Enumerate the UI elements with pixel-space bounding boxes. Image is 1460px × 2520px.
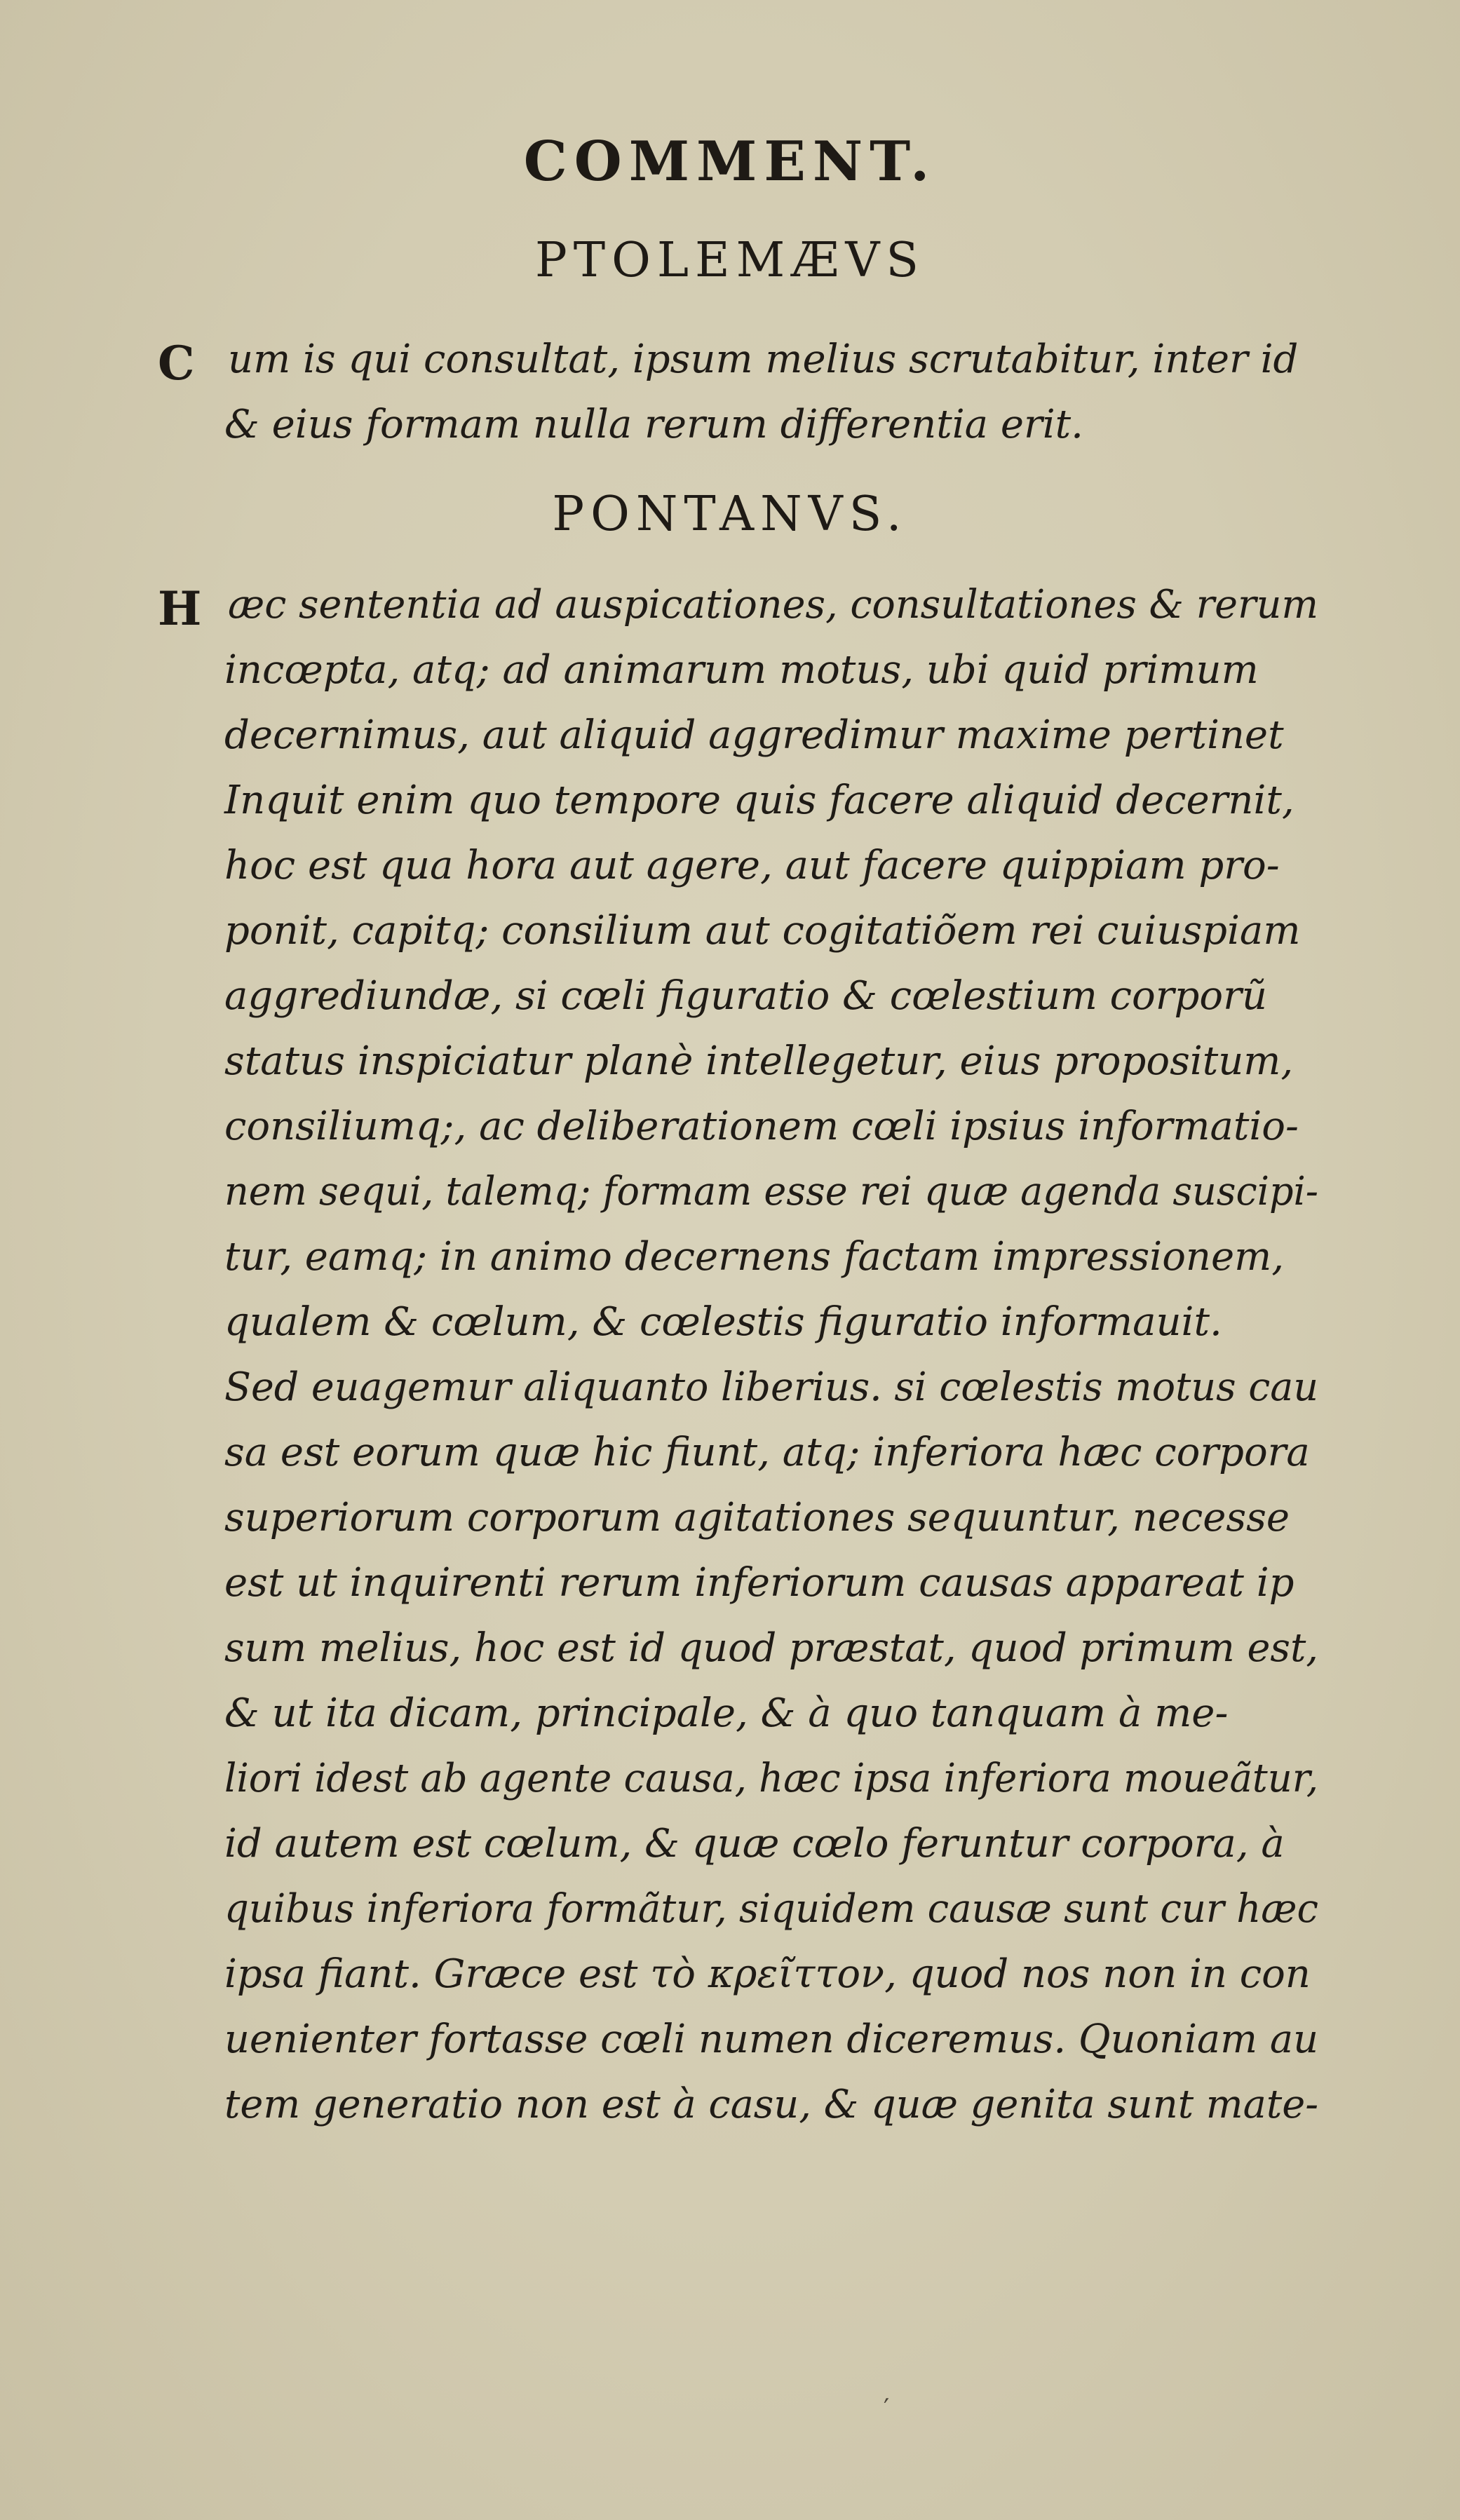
text-line: sum melius, hoc est id quod præstat, quod primum est, — [224, 1625, 1318, 1671]
text-line: ponit, capitq; consilium aut cogitatiõem rei cuiuspiam — [224, 908, 1301, 954]
text-line: est ut inquirenti rerum inferiorum causas appareat ip — [224, 1560, 1295, 1606]
text-line: consiliumq;, ac deliberationem cœli ipsius informatio- — [224, 1104, 1299, 1149]
text-line: aggrediundæ, si cœli figuratio & cœlestium corporũ — [224, 973, 1267, 1019]
printer-mark: ′ — [884, 2394, 890, 2423]
text-line: sa est eorum quæ hic fiunt, atq; inferiora hæc corpora — [224, 1430, 1310, 1475]
text-line: um is qui consultat, ipsum melius scrutabitur, inter id — [228, 337, 1299, 382]
text-line: tur, eamq; in animo decernens factam impressionem, — [224, 1234, 1285, 1280]
text-line: status inspiciatur planè intellegetur, eius propositum, — [224, 1038, 1294, 1084]
initial-letter: C — [158, 336, 195, 391]
text-line: & ut ita dicam, principale, & à quo tanquam à me- — [224, 1691, 1229, 1736]
section-heading-pontanus: PONTANVS. — [552, 487, 908, 542]
text-line: æc sententia ad auspicationes, consultationes & rerum — [228, 582, 1319, 628]
text-line: qualem & cœlum, & cœlestis figuratio informauit. — [224, 1299, 1222, 1345]
text-line: Inquit enim quo tempore quis facere aliquid decernit, — [224, 778, 1295, 823]
text-line: superiorum corporum agitationes sequuntur, necesse — [224, 1495, 1290, 1540]
text-line: ipsa fiant. Græce est τὸ κρεῖττον, quod nos non in con — [224, 1951, 1311, 1997]
section-heading-ptolemaeus: PTOLEMÆVS — [534, 233, 926, 288]
running-head: COMMENT. — [523, 130, 937, 194]
text-line: nem sequi, talemq; formam esse rei quæ agenda suscipi- — [224, 1169, 1318, 1214]
text-line: Sed euagemur aliquanto liberius. si cœlestis motus cau — [224, 1364, 1319, 1410]
text-line: incœpta, atq; ad animarum motus, ubi quid primum — [224, 647, 1259, 693]
text-line: tem generatio non est à casu, & quæ genita sunt mate- — [224, 2082, 1319, 2127]
initial-letter: H — [158, 581, 202, 636]
text-line: quibus inferiora formãtur, siquidem causæ sunt cur hæc — [224, 1886, 1318, 1932]
text-line: liori idest ab agente causa, hæc ipsa inferiora moueãtur, — [224, 1756, 1318, 1801]
text-line: & eius formam nulla rerum differentia erit. — [224, 402, 1083, 447]
text-line: hoc est qua hora aut agere, aut facere quippiam pro- — [224, 843, 1280, 888]
text-line: uenienter fortasse cœli numen diceremus. Quoniam au — [224, 2017, 1319, 2062]
text-line: id autem est cœlum, & quæ cœlo feruntur corpora, à — [224, 1821, 1285, 1867]
text-line: decernimus, aut aliquid aggredimur maxime pertinet — [224, 712, 1284, 758]
